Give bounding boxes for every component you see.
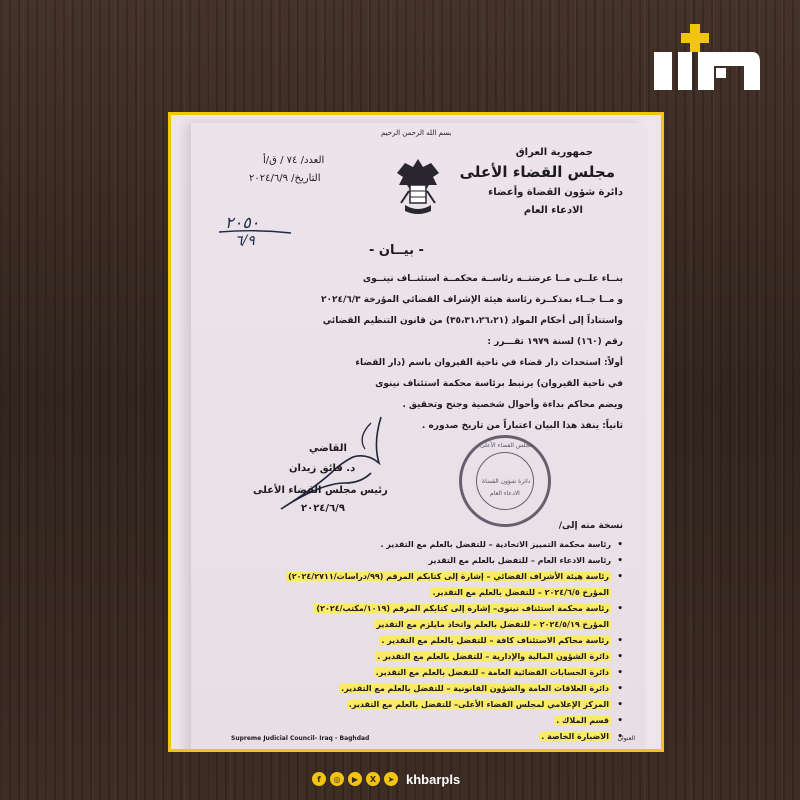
copy-item: • دائرة الشؤون المالية والإدارية – للتفضل بالعلم مع التقدير .	[213, 649, 623, 665]
copies-heading: نسخة منه إلى/	[558, 521, 623, 531]
body-line: ثانياً: ينفذ هذا البيان اعتباراً من تاريخ صدوره .	[421, 421, 623, 431]
copy-item: • رئاسة هيئة الأشراف القضائي – إشارة إلى كتابكم المرقم (٩٩/دراسات/٢٠٢٤/٢٧١١)	[213, 569, 623, 585]
signer-date: ٢٠٢٤/٦/٩	[301, 503, 345, 514]
body-line: ويضم محاكم بداءة وأحوال شخصية وجنح وتحقيق .	[402, 400, 623, 410]
number-value: ٧٤ / ق/أ	[263, 155, 298, 166]
copy-item: • المركز الإعلامي لمجلس القضاء الأعلى– للتفضل بالعلم مع التقدير.	[213, 697, 623, 713]
brand-handle[interactable]: khbarpls	[406, 771, 461, 787]
handnote-top: ٢٠٥٠	[225, 213, 260, 232]
copy-item-continuation: المؤرخ ٢٠٢٤/٦/٥ – للتفضل بالعلم مع التقدير.	[432, 588, 609, 597]
copy-item: • قسم الملاك .	[213, 713, 623, 729]
social-bar	[312, 770, 460, 788]
x-icon[interactable]: X	[366, 772, 380, 786]
body-line: واستناداً إلى أحكام المواد (٣٥،٣١،٢٦،٢١) من قانون التنظيم القضائي	[322, 316, 623, 326]
body-line: و مــا جــاء بمذكــرة رئاسة هيئة الإشراف القضائي المؤرخة ٢٠٢٤/٦/٣	[321, 295, 623, 305]
copy-item: • رئاسة محكمة استئناف نينوى– إشارة إلى كتابكم المرقم (١٠١٩/مكتب/٢٠٢٤)	[213, 601, 623, 617]
stamp-inner-text: دائرة شؤون القضاة	[482, 478, 531, 485]
copy-item: • رئاسة محاكم الاستئناف كافة – للتفضل بالعلم مع التقدير .	[213, 633, 623, 649]
instagram-icon[interactable]: ◎	[330, 772, 344, 786]
telegram-icon[interactable]: ➤	[384, 772, 398, 786]
stamp-outer-text: مجلس القضاء الأعلى	[480, 442, 533, 449]
department-line-2: الادعاء العام	[523, 205, 583, 216]
date-value: ٢٠٢٤/٦/٩	[249, 173, 288, 184]
signer-role: القاضي	[309, 443, 347, 454]
copy-item: • الاضبارة الخاصة .	[213, 729, 623, 745]
reference-date	[249, 173, 320, 184]
statement-title: - بيــان -	[369, 243, 424, 258]
handnote-underline	[217, 229, 293, 235]
copy-item: • دائرة العلاقات العامة والشؤون القانونية – للتفضل بالعلم مع التقدير.	[213, 681, 623, 697]
copy-item: • رئاسة محكمة التمييز الاتحادية – للتفضل بالعلم مع التقدير .	[213, 537, 623, 553]
body-line: أولاً: استحداث دار قضاء في ناحية القيروان باسم (دار القضاء	[355, 358, 623, 368]
statement-body	[223, 269, 623, 437]
copies-list	[213, 537, 623, 745]
department-line-1: دائرة شؤون القضاة وأعضاء	[488, 187, 623, 198]
republic-heading: جمهورية العراق	[515, 147, 593, 158]
handnote-bottom: ٦/٩	[235, 233, 255, 249]
handwritten-note	[217, 213, 293, 253]
body-line: بنــاء علــى مــا عرضتــه رئاســة محكمــة استئنــاف نينــوى	[362, 274, 623, 284]
official-letter	[191, 123, 645, 752]
number-label: العدد/	[300, 155, 325, 166]
signer-name: د. فائق زيدان	[289, 463, 356, 474]
signer-title: رئيس مجلس القضاء الأعلى	[253, 485, 388, 496]
date-label: التاريخ/	[291, 173, 321, 184]
copy-item: • دائرة الحسابات القضائية العامة – للتفضل بالعلم مع التقدير.	[213, 665, 623, 681]
youtube-icon[interactable]: ▶	[348, 772, 362, 786]
body-line: في ناحية القيروان) يرتبط برئاسة محكمة استئناف نينوى	[375, 379, 623, 389]
footer-address-en: Supreme Judicial Council- Iraq - Baghdad	[231, 735, 370, 742]
document-frame	[168, 112, 664, 752]
iraq-eagle-emblem-icon	[395, 155, 441, 217]
council-heading: مجلس القضاء الأعلى	[459, 163, 615, 181]
facebook-icon[interactable]: f	[312, 772, 326, 786]
copy-item: • رئاسة الادعاء العام – للتفضل بالعلم مع التقدير	[213, 553, 623, 569]
official-stamp	[459, 435, 551, 527]
body-line: رقم (١٦٠) لسنة ١٩٧٩ تقـــرر :	[487, 337, 623, 347]
brand-logo	[652, 22, 762, 100]
copy-item-continuation: المؤرخ ٢٠٢٤/٥/١٩ – للتفضل بالعلم واتخاذ مايلزم مع التقدير	[376, 620, 609, 629]
footer-address-ar: العنوان	[617, 735, 635, 742]
reference-number	[263, 155, 324, 166]
stamp-bottom-text: الادعاء العام	[490, 490, 520, 497]
basmala: بسم الله الرحمن الرحيم	[381, 129, 452, 137]
